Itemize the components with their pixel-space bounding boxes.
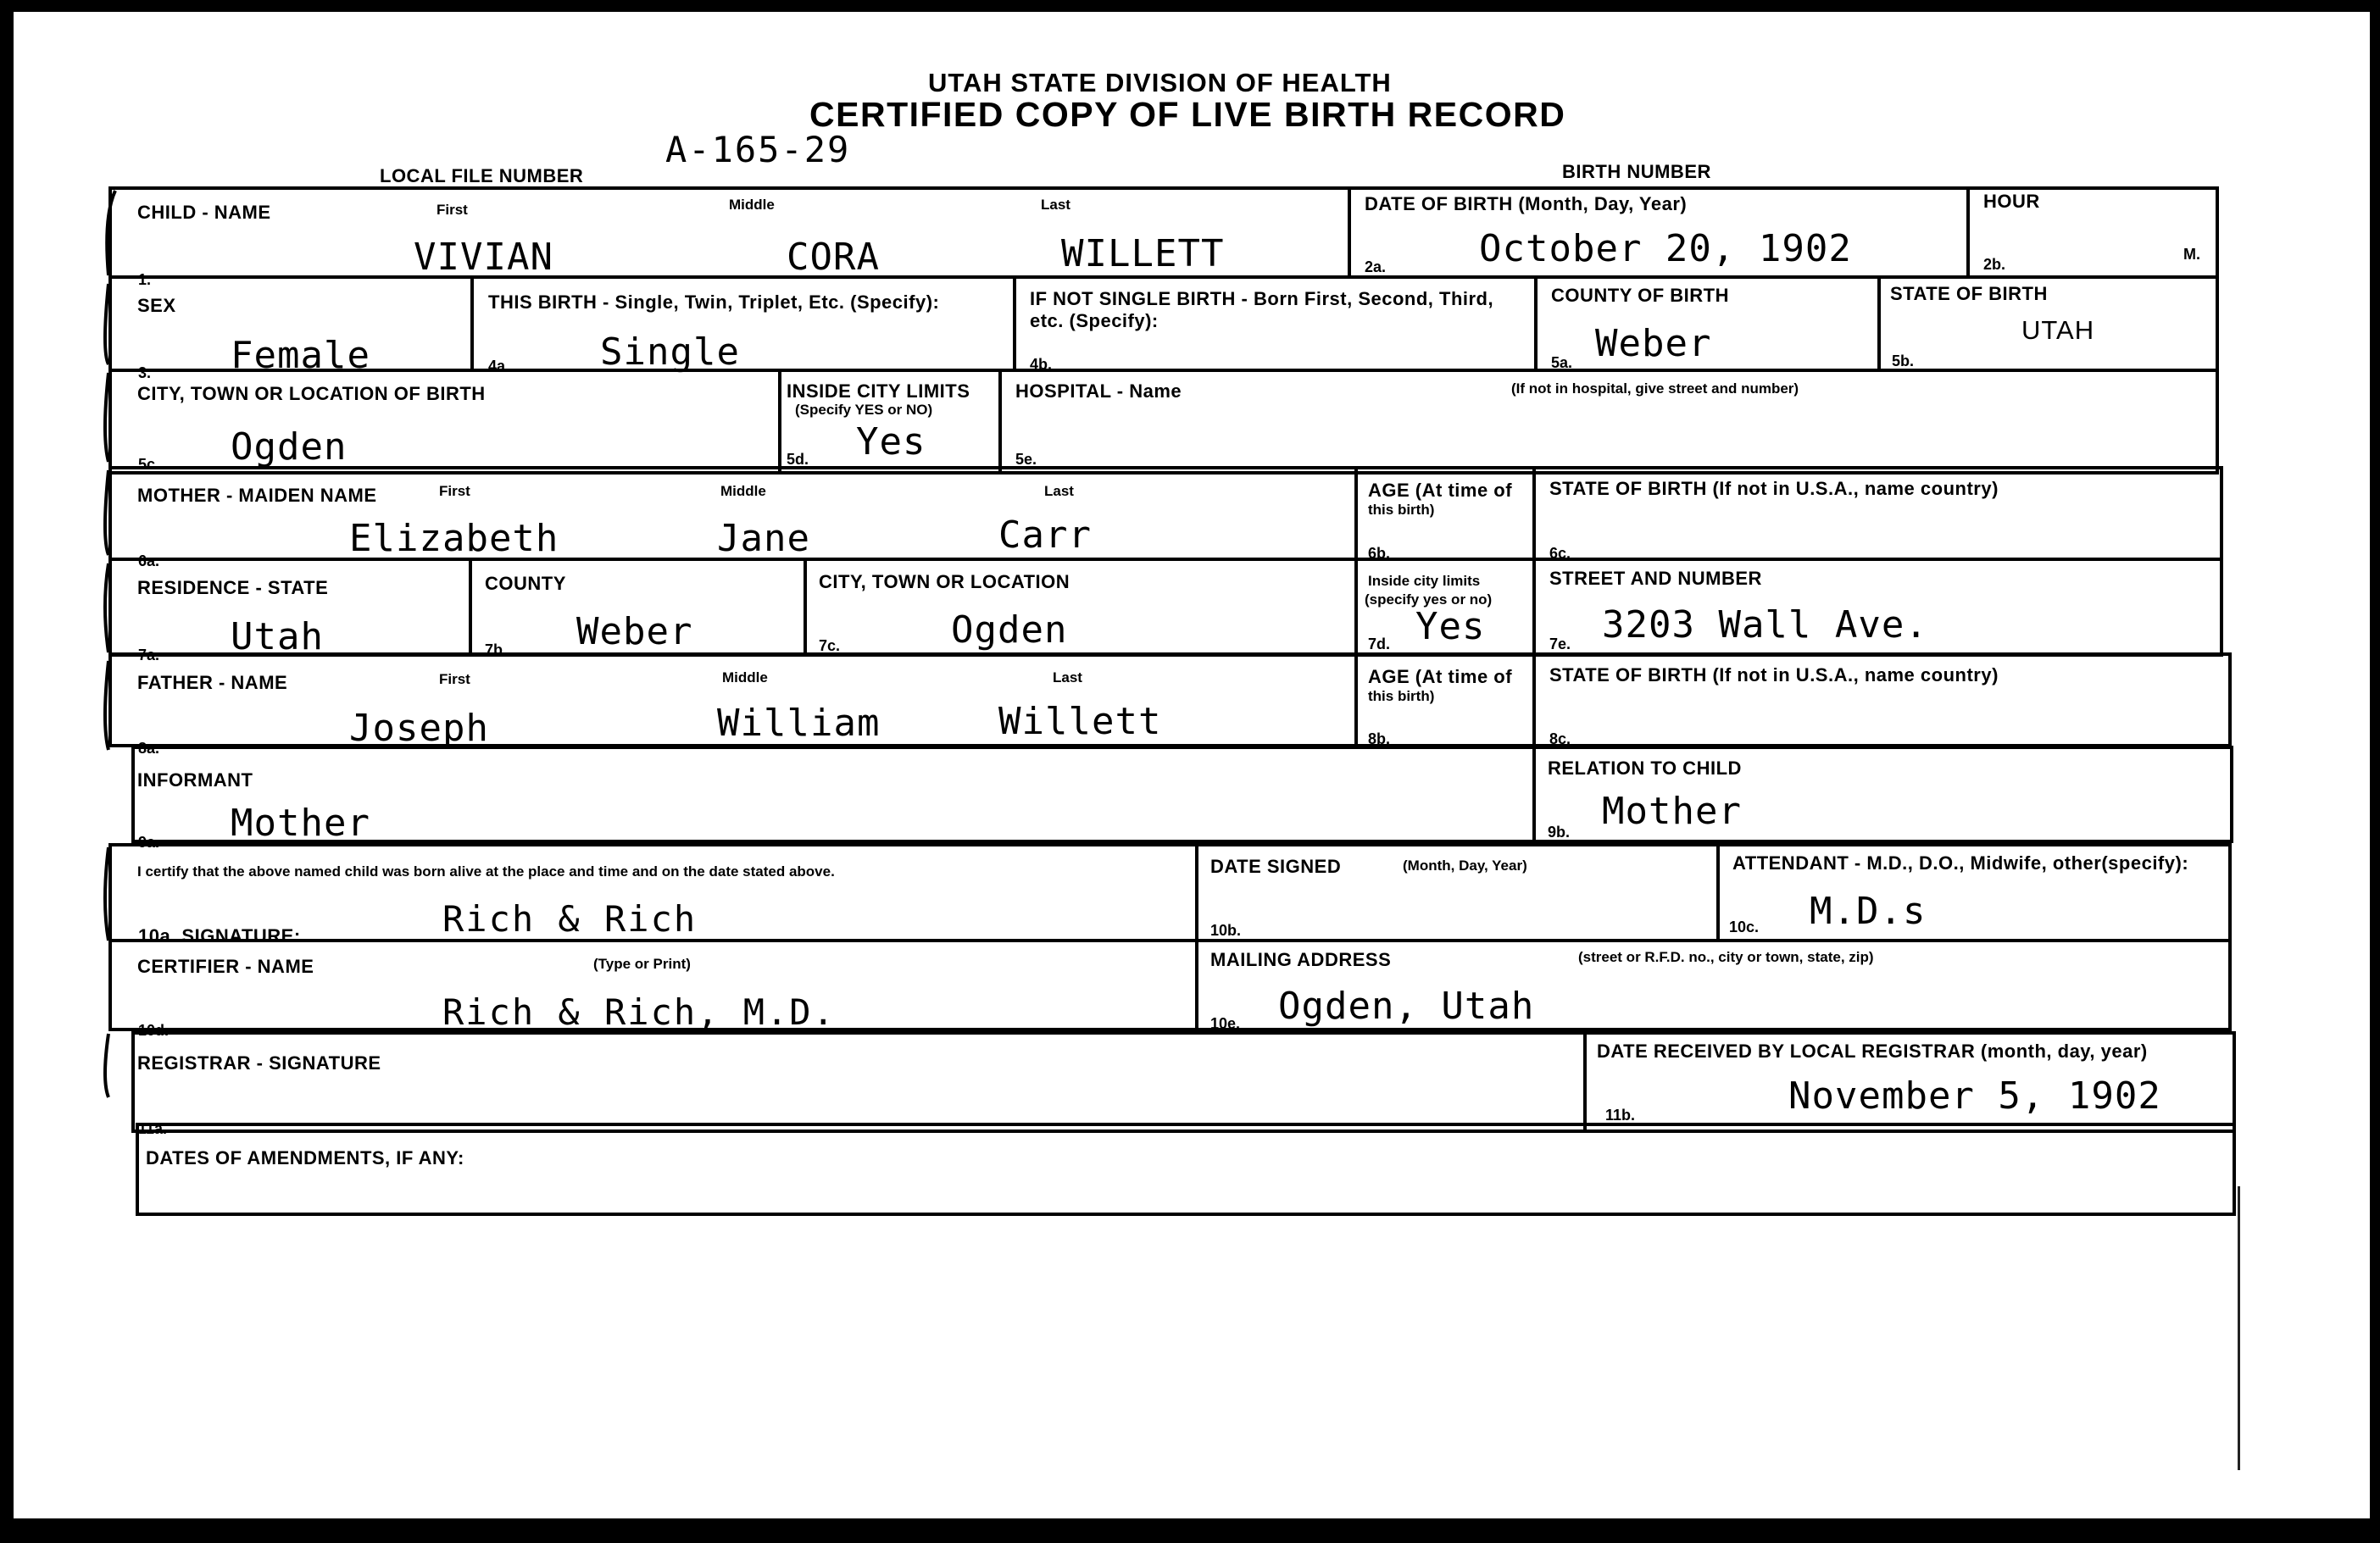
mother-state-label: STATE OF BIRTH (If not in U.S.A., name country) <box>1549 478 1999 499</box>
child-first-label: First <box>437 202 468 218</box>
child-last-label: Last <box>1041 197 1070 213</box>
inside-city-limits-note: (Specify YES or NO) <box>795 402 933 418</box>
mother-last-name: Carr <box>998 513 1092 557</box>
field-number: 11b. <box>1605 1107 1636 1124</box>
mailing-address-note: (street or R.F.D. no., city or town, state, zip) <box>1578 949 1874 965</box>
residence-inside-note: (specify yes or no) <box>1365 591 1493 608</box>
scan-border-bottom <box>0 1518 2380 1543</box>
hour-meridiem: M. <box>2183 246 2200 263</box>
field-number: 8c. <box>1549 730 1571 747</box>
attendant-value: M.D.s <box>1810 890 1927 933</box>
divider <box>778 369 781 475</box>
field-number: 5d. <box>787 451 809 468</box>
amendments-label: DATES OF AMENDMENTS, IF ANY: <box>146 1147 464 1168</box>
agency-name: UTAH STATE DIVISION OF HEALTH <box>928 68 1392 97</box>
scan-line <box>2238 1186 2240 1470</box>
informant-label: INFORMANT <box>137 769 253 791</box>
field-number: 5e. <box>1015 451 1037 468</box>
divider <box>1195 843 1198 1031</box>
child-last-name: WILLETT <box>1061 232 1225 275</box>
divider <box>1532 746 1536 843</box>
field-number: 6c. <box>1549 545 1571 562</box>
field-number: 7c. <box>819 637 841 654</box>
not-single-label: IF NOT SINGLE BIRTH - Born First, Second, Third, <box>1030 288 1494 309</box>
divider <box>1532 466 1536 657</box>
field-number: 2a. <box>1365 258 1387 275</box>
field-number: 5a. <box>1551 354 1573 371</box>
field-number: 9a. <box>138 834 160 851</box>
date-signed-note: (Month, Day, Year) <box>1403 858 1527 874</box>
child-middle-name: CORA <box>787 236 880 279</box>
county-of-birth-value: Weber <box>1595 322 1712 365</box>
child-section <box>108 186 2219 475</box>
hour-label: HOUR <box>1983 191 2040 212</box>
father-last-label: Last <box>1053 669 1082 685</box>
field-number: 7e. <box>1549 636 1571 652</box>
field-number: 6b. <box>1368 545 1391 562</box>
father-middle-name: William <box>717 702 881 745</box>
amendments-section <box>136 1123 2236 1216</box>
residence-state-value: Utah <box>231 615 324 658</box>
mother-middle-name: Jane <box>717 517 810 560</box>
certifier-value: Rich & Rich, M.D. <box>442 991 836 1033</box>
father-age-note: this birth) <box>1368 688 1435 704</box>
field-number: 10d. <box>138 1022 170 1039</box>
divider <box>998 369 1002 475</box>
residence-inside-value: Yes <box>1415 605 1486 648</box>
field-number: 6a. <box>138 552 160 569</box>
local-file-label: LOCAL FILE NUMBER <box>380 165 584 186</box>
residence-county-label: COUNTY <box>485 573 566 594</box>
field-number: 1. <box>138 271 152 288</box>
divider <box>1966 186 1970 275</box>
street-label: STREET AND NUMBER <box>1549 568 1762 589</box>
field-number: 10c. <box>1729 919 1760 935</box>
attendant-label: ATTENDANT - M.D., D.O., Midwife, other(specify): <box>1732 852 2189 874</box>
sex-label: SEX <box>137 295 176 316</box>
birth-number-label: BIRTH NUMBER <box>1562 161 1711 182</box>
signature-label: 10a. SIGNATURE: <box>138 925 301 946</box>
divider <box>1013 275 1016 369</box>
this-birth-label: THIS BIRTH - Single, Twin, Triplet, Etc. (Specify): <box>488 291 940 313</box>
relation-value: Mother <box>1602 790 1742 833</box>
dob-value: October 20, 1902 <box>1479 227 1852 270</box>
field-number: 9b. <box>1548 824 1571 841</box>
field-number: 8b. <box>1368 730 1391 747</box>
field-number: 3. <box>138 364 152 381</box>
mailing-address-label: MAILING ADDRESS <box>1210 949 1392 970</box>
field-number: 7b. <box>485 641 508 658</box>
mother-first-name: Elizabeth <box>349 517 559 560</box>
signature-value: Rich & Rich <box>442 898 698 940</box>
field-number: 7a. <box>138 647 160 663</box>
inside-city-limits-label: INSIDE CITY LIMITS <box>787 380 970 402</box>
inside-city-limits-value: Yes <box>856 420 926 463</box>
residence-city-label: CITY, TOWN OR LOCATION <box>819 571 1070 592</box>
scan-border-top <box>0 0 2380 12</box>
divider <box>1534 275 1538 369</box>
mother-middle-label: Middle <box>720 483 766 499</box>
mother-age-label: AGE (At time of <box>1368 480 1513 501</box>
field-number: 8a. <box>138 740 160 757</box>
city-of-birth-value: Ogden <box>231 425 348 469</box>
field-number: 5b. <box>1892 352 1915 369</box>
local-file-value: A-165-29 <box>665 129 851 170</box>
state-of-birth-label: STATE OF BIRTH <box>1890 283 2048 304</box>
state-of-birth-value: UTAH <box>2021 315 2095 345</box>
certifier-note: (Type or Print) <box>593 956 691 972</box>
child-middle-label: Middle <box>729 197 775 213</box>
father-last-name: Willett <box>998 700 1162 743</box>
child-first-name: VIVIAN <box>414 236 553 279</box>
form-edge-notches <box>100 182 142 1224</box>
field-number: 7d. <box>1368 636 1391 652</box>
scan-border-right <box>2370 0 2380 1543</box>
divider <box>804 558 807 657</box>
county-of-birth-label: COUNTY OF BIRTH <box>1551 285 1729 306</box>
field-number: 4b. <box>1030 356 1053 373</box>
divider <box>1354 652 1358 747</box>
document-title: CERTIFIED COPY OF LIVE BIRTH RECORD <box>809 95 1566 134</box>
divider <box>470 275 474 369</box>
divider <box>469 558 472 657</box>
field-number: 10e. <box>1210 1015 1241 1032</box>
child-name-label: CHILD - NAME <box>137 202 271 223</box>
certify-statement: I certify that the above named child was born alive at the place and time and on the date stated above. <box>137 863 835 880</box>
date-signed-label: DATE SIGNED <box>1210 856 1342 877</box>
residence-inside-label: Inside city limits <box>1368 573 1481 589</box>
scan-border-left <box>0 0 14 1543</box>
mother-last-label: Last <box>1044 483 1074 499</box>
residence-city-value: Ogden <box>951 608 1068 652</box>
this-birth-value: Single <box>600 330 740 374</box>
father-first-label: First <box>439 671 470 687</box>
divider <box>108 939 2232 942</box>
residence-county-value: Weber <box>576 610 693 653</box>
relation-label: RELATION TO CHILD <box>1548 758 1742 779</box>
hospital-note: (If not in hospital, give street and number) <box>1511 380 1799 397</box>
father-age-label: AGE (At time of <box>1368 666 1513 687</box>
informant-section <box>131 746 2233 843</box>
not-single-label-2: etc. (Specify): <box>1030 310 1159 331</box>
informant-value: Mother <box>231 802 370 845</box>
divider <box>1877 275 1881 369</box>
divider <box>1716 843 1720 939</box>
mailing-address-value: Ogden, Utah <box>1278 985 1535 1028</box>
sex-value: Female <box>231 334 370 377</box>
street-value: 3203 Wall Ave. <box>1602 603 1928 647</box>
hospital-label: HOSPITAL - Name <box>1015 380 1182 402</box>
mother-first-label: First <box>439 483 470 499</box>
city-of-birth-label: CITY, TOWN OR LOCATION OF BIRTH <box>137 383 486 404</box>
field-number: 4a. <box>488 358 510 375</box>
registrar-signature-label: REGISTRAR - SIGNATURE <box>137 1052 381 1074</box>
mother-age-note: this birth) <box>1368 502 1435 518</box>
field-number: 11a. <box>138 1120 168 1137</box>
mother-name-label: MOTHER - MAIDEN NAME <box>137 485 377 506</box>
date-received-value: November 5, 1902 <box>1788 1074 2161 1118</box>
divider <box>1354 466 1358 657</box>
divider <box>1532 652 1536 747</box>
residence-state-label: RESIDENCE - STATE <box>137 577 329 598</box>
father-state-label: STATE OF BIRTH (If not in U.S.A., name country) <box>1549 664 1999 685</box>
date-received-label: DATE RECEIVED BY LOCAL REGISTRAR (month, day, year) <box>1597 1041 2148 1062</box>
certifier-label: CERTIFIER - NAME <box>137 956 314 977</box>
divider <box>1348 186 1351 275</box>
field-number: 2b. <box>1983 256 2006 273</box>
field-number: 10b. <box>1210 922 1242 939</box>
father-name-label: FATHER - NAME <box>137 672 288 693</box>
divider <box>1583 1031 1587 1133</box>
father-first-name: Joseph <box>349 707 489 750</box>
father-middle-label: Middle <box>722 669 768 685</box>
dob-label: DATE OF BIRTH (Month, Day, Year) <box>1365 193 1688 214</box>
field-number: 5c. <box>138 456 160 473</box>
